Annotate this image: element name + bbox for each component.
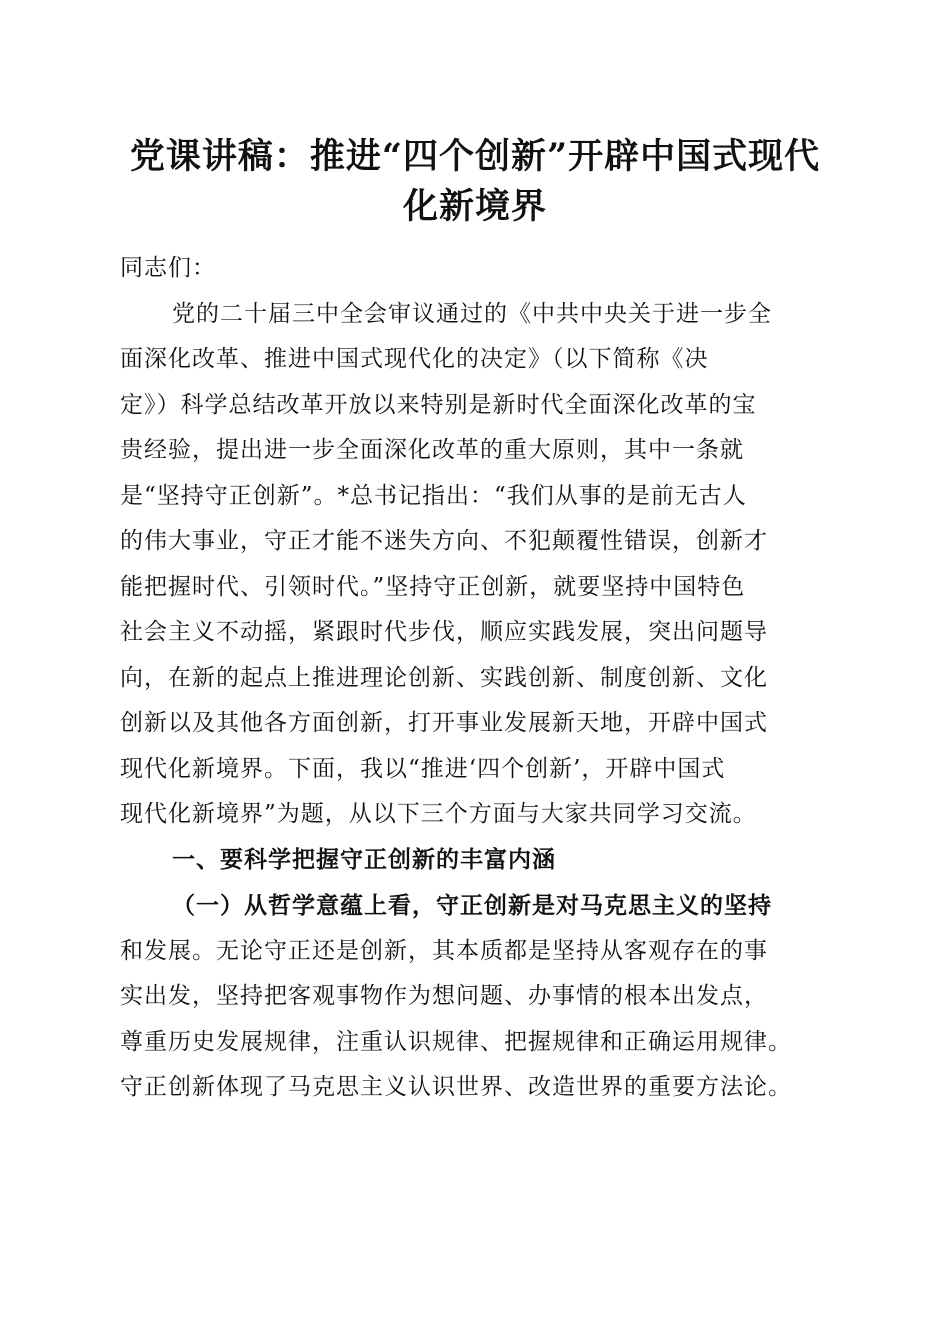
paragraph-line: 和发展。无论守正还是创新，其本质都是坚持从客观存在的事 (120, 937, 768, 964)
paragraph-line: 现代化新境界”为题，从以下三个方面与大家共同学习交流。 (120, 801, 757, 827)
paragraph-line: 是“坚持守正创新”。*总书记指出：“我们从事的是前无古人 (120, 482, 747, 509)
paragraph-line: 党的二十届三中全会审议通过的《中共中央关于进一步全 (172, 300, 772, 327)
document-title (110, 132, 840, 232)
subsection-heading: （一）从哲学意蕴上看，守正创新是对马克思主义的坚持 (172, 892, 772, 919)
paragraph-line: 创新以及其他各方面创新，打开事业发展新天地，开辟中国式 (120, 710, 768, 736)
paragraph-line: 实出发，坚持把客观事物作为想问题、办事情的根本出发点， (120, 983, 768, 1009)
document-body (120, 246, 840, 1111)
paragraph-line: 的伟大事业，守正才能不迷失方向、不犯颠覆性错误，创新才 (120, 528, 768, 554)
paragraph-line: 贵经验，提出进一步全面深化改革的重大原则，其中一条就 (120, 437, 744, 463)
title-line: 化新境界 (402, 186, 547, 227)
paragraph-line: 守正创新体现了马克思主义认识世界、改造世界的重要方法论。 (120, 1074, 792, 1100)
paragraph-line: 面深化改革、推进中国式现代化的决定》（以下简称《决 (120, 346, 709, 372)
paragraph-line: 社会主义不动摇，紧跟时代步伐，顺应实践发展，突出问题导 (120, 619, 768, 645)
paragraph-line: 向，在新的起点上推进理论创新、实践创新、制度创新、文化 (120, 664, 768, 691)
paragraph-line: 能把握时代、引领时代。”坚持守正创新，就要坚持中国特色 (120, 573, 746, 600)
paragraph-line: 现代化新境界。下面，我以“推进‘四个创新’，开辟中国式 (120, 755, 726, 782)
title-line: 党课讲稿：推进“四个创新”开辟中国式现代 (129, 136, 821, 177)
paragraph-line: 尊重历史发展规律，注重认识规律、把握规律和正确运用规律。 (120, 1028, 792, 1055)
salutation: 同志们： (120, 255, 216, 281)
section-heading: 一、要科学把握守正创新的丰富内涵 (172, 846, 556, 873)
paragraph-line: 定》）科学总结改革开放以来特别是新时代全面深化改革的宝 (120, 391, 757, 418)
